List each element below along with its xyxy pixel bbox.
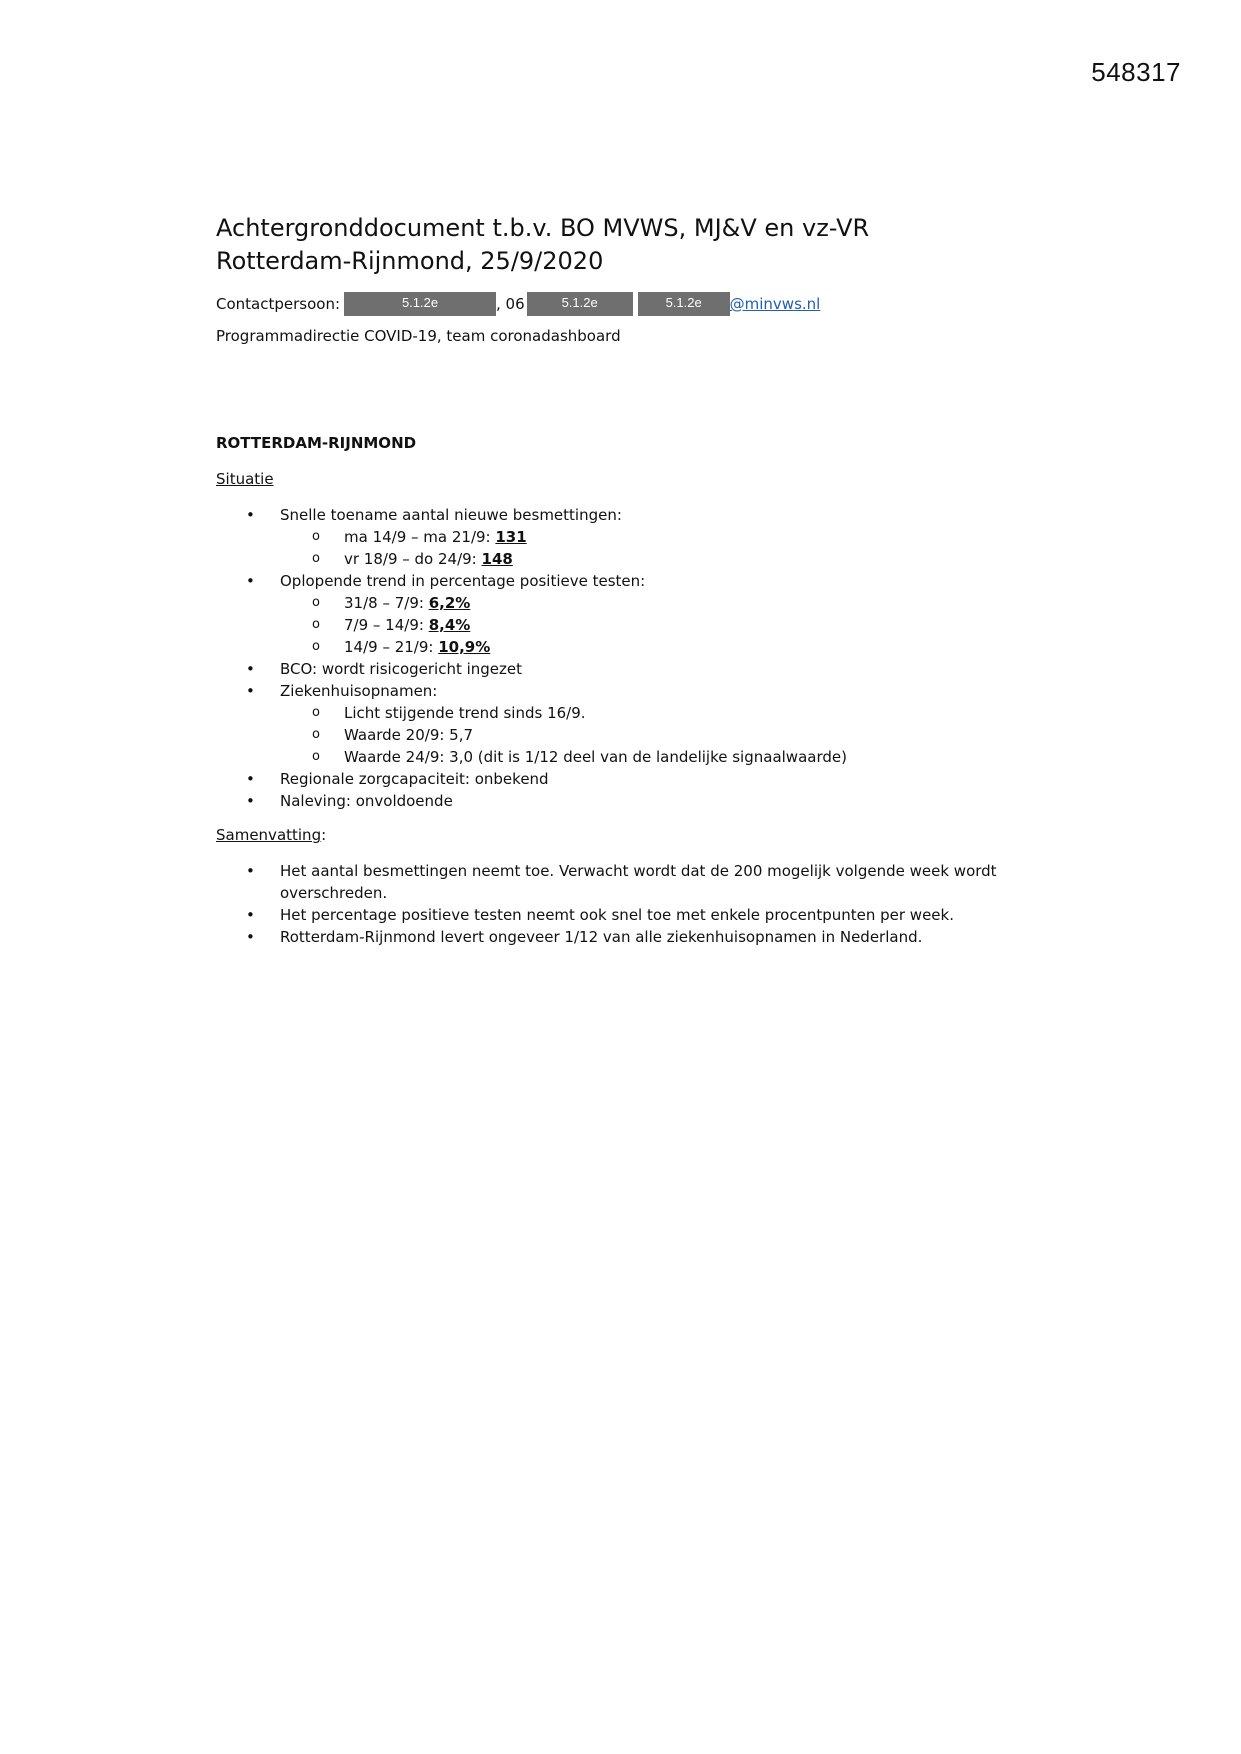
list-item-text: BCO: wordt risicogericht ingezet xyxy=(280,660,523,678)
sub-item-value: 6,2% xyxy=(428,594,471,612)
title-line-2: Rotterdam-Rijnmond, 25/9/2020 xyxy=(216,247,604,275)
situatie-heading-text: Situatie xyxy=(216,470,274,488)
list-item: • Het percentage positieve testen neemt ook snel toe met enkele procentpunten per week. xyxy=(216,904,1036,926)
list-item xyxy=(216,680,1036,768)
list-item xyxy=(216,790,1036,812)
sub-list xyxy=(280,702,1036,768)
section-title: ROTTERDAM-RIJNMOND xyxy=(216,434,417,452)
redaction-block: 5.1.2e xyxy=(638,292,730,316)
sub-item-value: 148 xyxy=(481,550,513,568)
sub-item-value: 131 xyxy=(495,528,527,546)
situatie-heading xyxy=(216,468,1036,490)
list-item-text: Oplopende trend in percentage positieve testen: xyxy=(280,572,646,590)
list-item-text: Regionale zorgcapaciteit: onbekend xyxy=(280,770,549,788)
sub-list-item xyxy=(280,614,1036,636)
list-item: • Rotterdam-Rijnmond levert ongeveer 1/12 van alle ziekenhuisopnamen in Nederland. xyxy=(216,926,1036,948)
sub-list-item xyxy=(280,526,1036,548)
contact-line xyxy=(216,292,1036,316)
sub-list-item xyxy=(280,592,1036,614)
sub-list-item xyxy=(280,702,1036,724)
sub-item-text: 31/8 – 7/9: xyxy=(344,594,429,612)
list-item xyxy=(216,504,1036,570)
document-body xyxy=(216,212,1036,948)
situatie-list xyxy=(216,504,1036,812)
title-line-1: Achtergronddocument t.b.v. BO MVWS, MJ&V en vz-VR xyxy=(216,214,870,242)
redaction-block: 5.1.2e xyxy=(527,292,633,316)
list-item-text: Naleving: onvoldoende xyxy=(280,792,453,810)
sub-item-value: 10,9% xyxy=(438,638,491,656)
samenvatting-heading xyxy=(216,824,1036,846)
sub-item-text: Waarde 20/9: 5,7 xyxy=(344,726,474,744)
organization-line: Programmadirectie COVID-19, team coronadashboard xyxy=(216,327,621,345)
sub-item-value: 8,4% xyxy=(428,616,471,634)
list-item xyxy=(216,768,1036,790)
sub-item-text: Waarde 24/9: 3,0 (dit is 1/12 deel van de landelijke signaalwaarde) xyxy=(344,748,847,766)
sub-list-item xyxy=(280,746,1036,768)
sub-list xyxy=(280,526,1036,570)
sub-item-text: ma 14/9 – ma 21/9: xyxy=(344,528,496,546)
phone-prefix: , 06 xyxy=(496,295,525,313)
list-item: • Het aantal besmettingen neemt toe. Verwacht wordt dat de 200 mogelijk volgende week wordt overschreden. xyxy=(216,860,1036,904)
samenvatting-list xyxy=(216,860,1036,948)
list-item-text: Ziekenhuisopnamen: xyxy=(280,682,438,700)
list-item-text: Snelle toename aantal nieuwe besmettingen: xyxy=(280,506,622,524)
list-item xyxy=(216,658,1036,680)
sub-item-text: vr 18/9 – do 24/9: xyxy=(344,550,482,568)
sub-item-text: 14/9 – 21/9: xyxy=(344,638,439,656)
redaction-block: 5.1.2e xyxy=(344,292,496,316)
sub-list xyxy=(280,592,1036,658)
samenvatting-heading-text: Samenvatting xyxy=(216,826,322,844)
document-title xyxy=(216,212,1036,278)
samenvatting-colon: : xyxy=(321,826,327,844)
sub-item-text: 7/9 – 14/9: xyxy=(344,616,429,634)
sub-list-item xyxy=(280,548,1036,570)
document-id: 548317 xyxy=(1091,57,1181,87)
sub-list-item xyxy=(280,636,1036,658)
list-item xyxy=(216,570,1036,658)
sub-list-item xyxy=(280,724,1036,746)
contact-label: Contactpersoon: xyxy=(216,295,341,313)
sub-item-text: Licht stijgende trend sinds 16/9. xyxy=(344,704,586,722)
email-link[interactable]: @minvws.nl xyxy=(729,295,821,313)
